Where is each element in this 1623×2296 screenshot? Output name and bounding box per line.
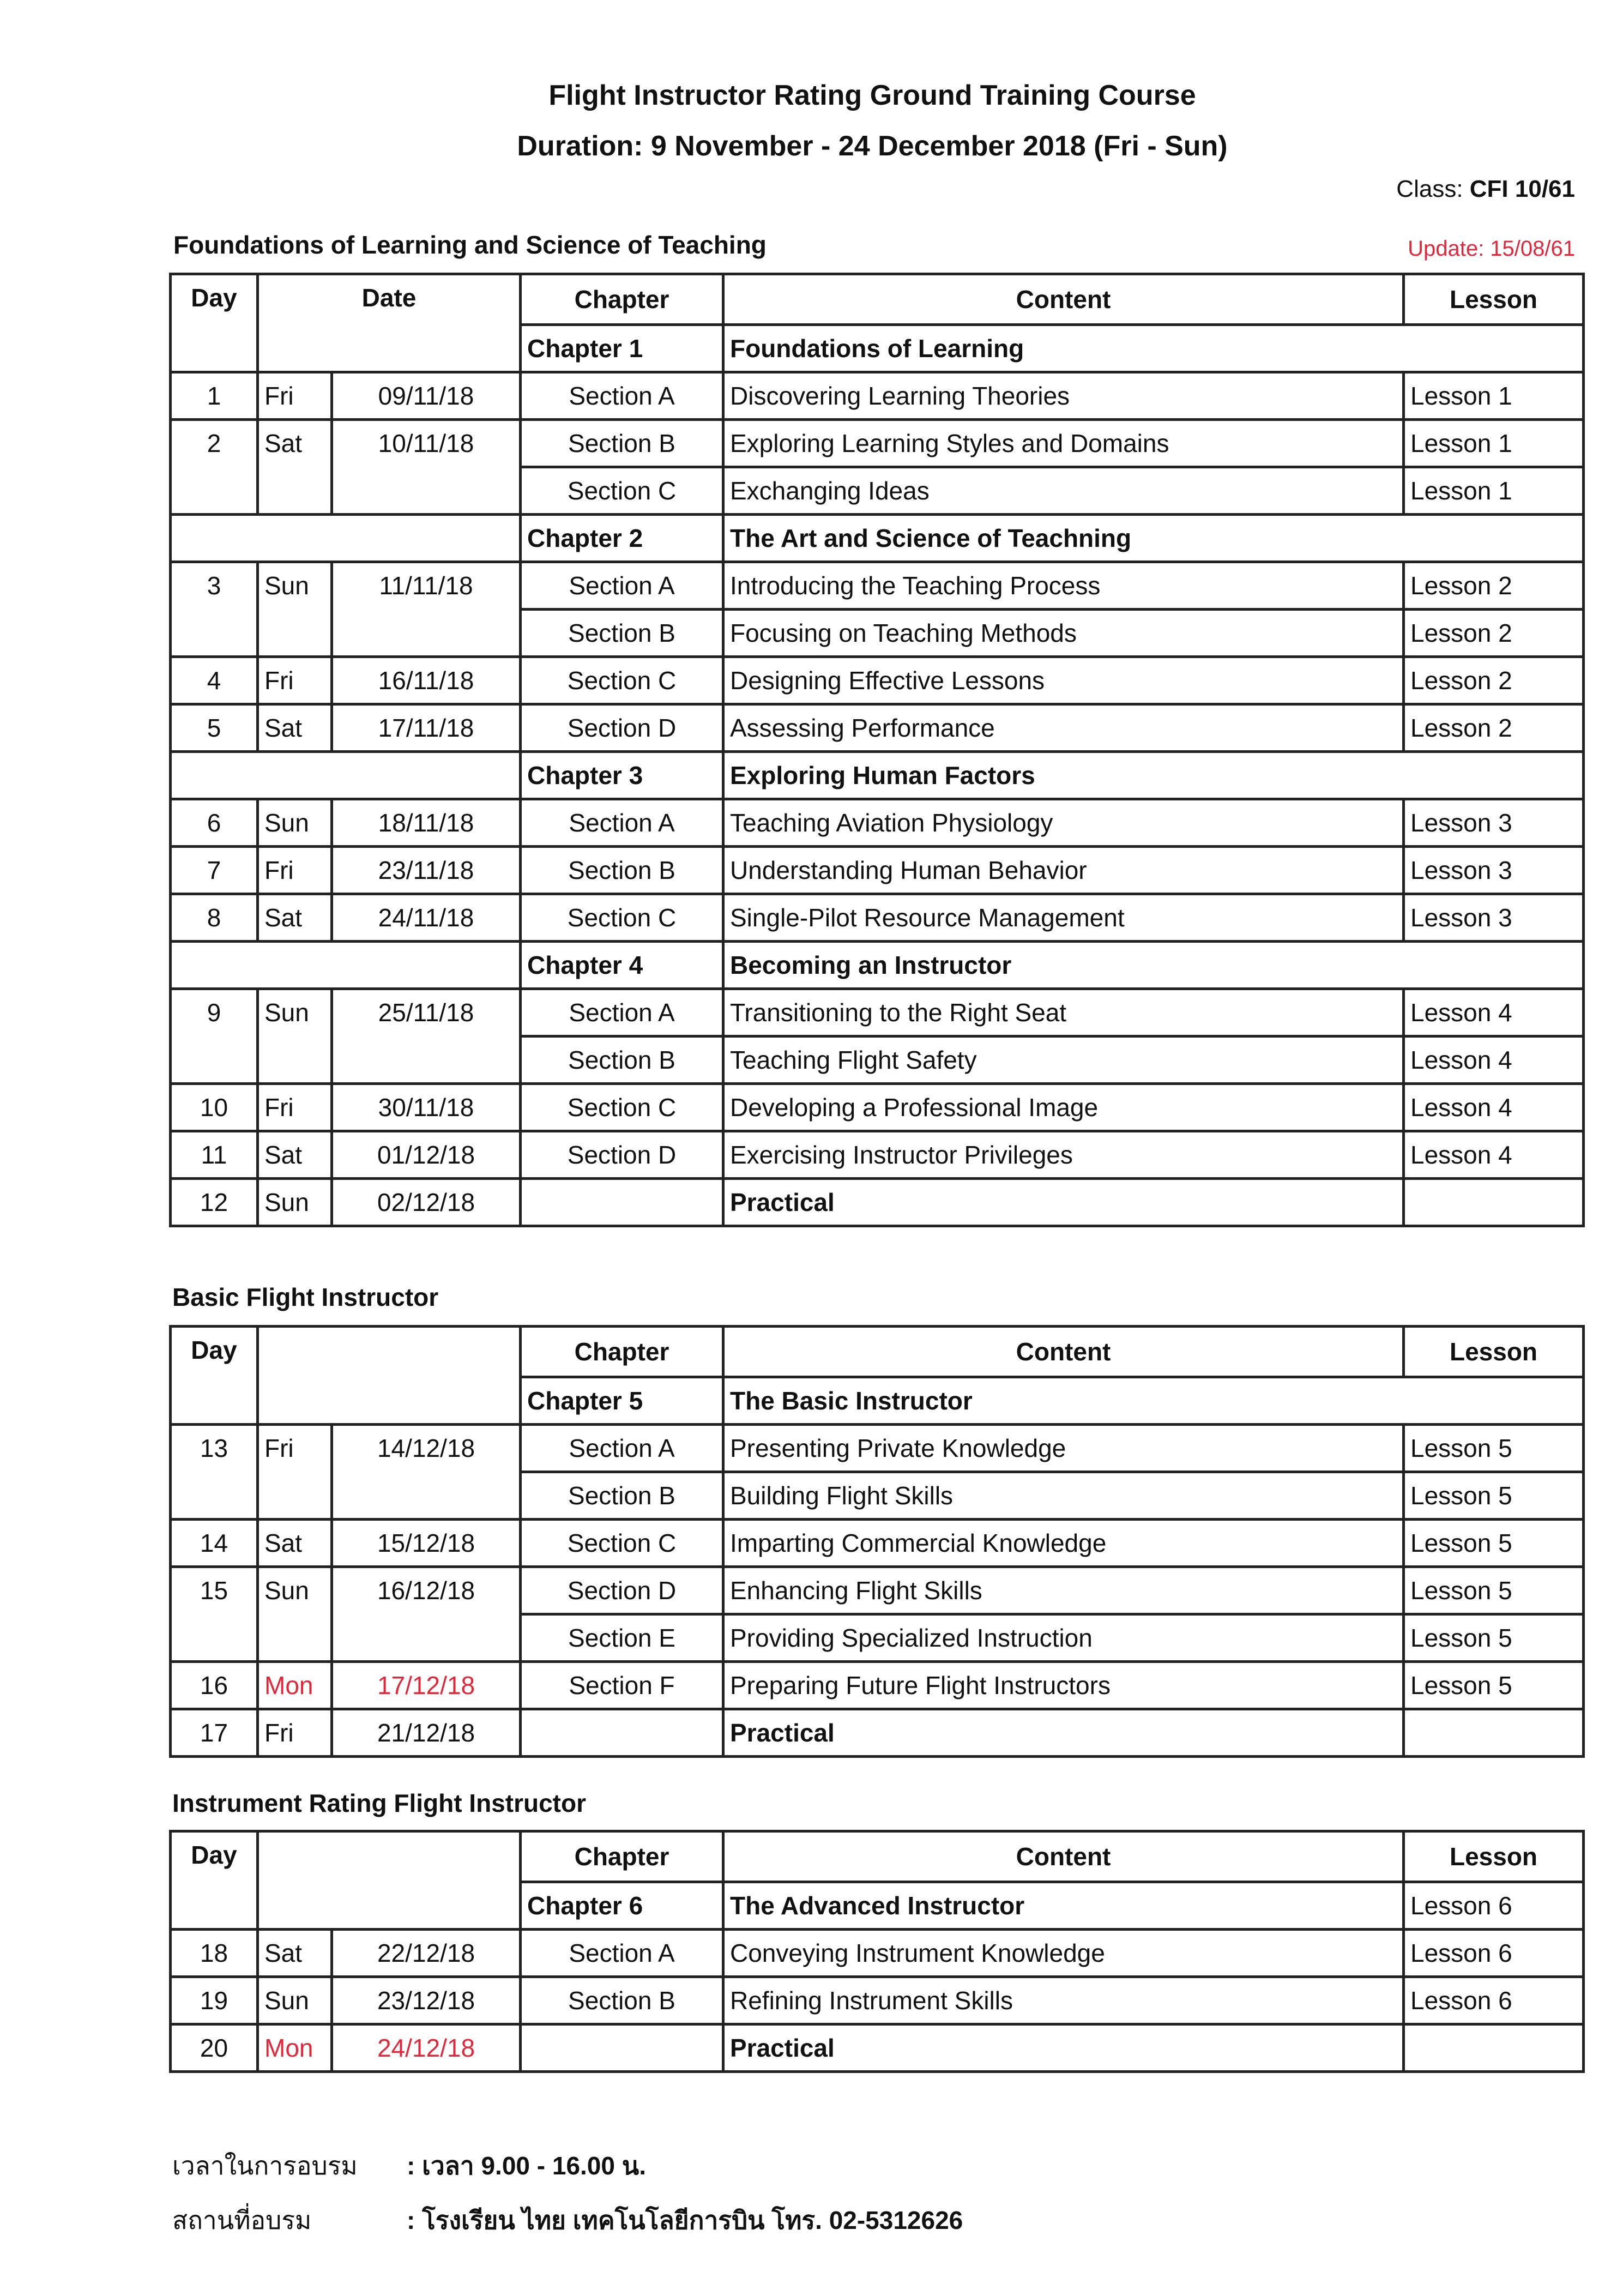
content-cell: Refining Instrument Skills bbox=[723, 1977, 1404, 2024]
training-location bbox=[172, 2201, 963, 2240]
date-cell: 02/12/18 bbox=[332, 1179, 521, 1226]
content-cell: Discovering Learning Theories bbox=[723, 372, 1404, 420]
weekday-cell: Mon bbox=[258, 1662, 332, 1709]
schedule-table-instrument bbox=[169, 1830, 1585, 2073]
lesson-cell: Lesson 6 bbox=[1404, 1930, 1584, 1977]
table-row bbox=[171, 704, 1584, 752]
section-cell: Section C bbox=[521, 894, 723, 942]
day-cell: 2 bbox=[171, 420, 258, 515]
header-content: Content bbox=[723, 1831, 1404, 1882]
update-date: Update: 15/08/61 bbox=[1408, 237, 1575, 261]
date-cell: 24/11/18 bbox=[332, 894, 521, 942]
table-row bbox=[171, 1930, 1584, 1977]
lesson-cell: Lesson 2 bbox=[1404, 657, 1584, 704]
date-cell: 21/12/18 bbox=[332, 1709, 521, 1757]
content-cell: Teaching Aviation Physiology bbox=[723, 799, 1404, 847]
chapter-label: Chapter 4 bbox=[521, 942, 723, 989]
content-cell: Imparting Commercial Knowledge bbox=[723, 1520, 1404, 1567]
chapter-label: Chapter 2 bbox=[521, 515, 723, 562]
content-cell: Developing a Professional Image bbox=[723, 1084, 1404, 1131]
day-cell: 20 bbox=[171, 2024, 258, 2072]
header-day: Day bbox=[171, 1327, 258, 1425]
lesson-cell: Lesson 1 bbox=[1404, 372, 1584, 420]
date-cell: 22/12/18 bbox=[332, 1930, 521, 1977]
content-cell: Designing Effective Lessons bbox=[723, 657, 1404, 704]
date-cell: 01/12/18 bbox=[332, 1131, 521, 1179]
table-row bbox=[171, 1084, 1584, 1131]
content-cell: Practical bbox=[723, 1179, 1404, 1226]
lesson-cell: Lesson 2 bbox=[1404, 562, 1584, 610]
date-cell: 17/12/18 bbox=[332, 1662, 521, 1709]
table-row bbox=[171, 1520, 1584, 1567]
weekday-cell: Fri bbox=[258, 372, 332, 420]
chapter-label: Chapter 5 bbox=[521, 1377, 723, 1425]
date-cell: 30/11/18 bbox=[332, 1084, 521, 1131]
content-cell: Enhancing Flight Skills bbox=[723, 1567, 1404, 1614]
date-cell: 24/12/18 bbox=[332, 2024, 521, 2072]
content-cell: Transitioning to the Right Seat bbox=[723, 989, 1404, 1036]
header-content: Content bbox=[723, 1327, 1404, 1377]
day-cell: 3 bbox=[171, 562, 258, 657]
weekday-cell: Fri bbox=[258, 657, 332, 704]
header-lesson: Lesson bbox=[1404, 1327, 1584, 1377]
content-cell: Practical bbox=[723, 1709, 1404, 1757]
lesson-cell: Lesson 3 bbox=[1404, 799, 1584, 847]
table-row bbox=[171, 1179, 1584, 1226]
schedule-table-basic bbox=[169, 1325, 1585, 1758]
date-cell: 15/12/18 bbox=[332, 1520, 521, 1567]
chapter-title: Foundations of Learning bbox=[723, 325, 1584, 372]
table-row bbox=[171, 372, 1584, 420]
content-cell: Exchanging Ideas bbox=[723, 467, 1404, 515]
weekday-cell: Sun bbox=[258, 1977, 332, 2024]
content-cell: Conveying Instrument Knowledge bbox=[723, 1930, 1404, 1977]
content-cell: Practical bbox=[723, 2024, 1404, 2072]
date-cell: 18/11/18 bbox=[332, 799, 521, 847]
chapter-row bbox=[171, 752, 1584, 799]
section-cell: Section D bbox=[521, 704, 723, 752]
chapter-blank-cell bbox=[171, 515, 521, 562]
section-cell: Section C bbox=[521, 1084, 723, 1131]
section-cell: Section B bbox=[521, 1036, 723, 1084]
lesson-cell: Lesson 5 bbox=[1404, 1425, 1584, 1472]
lesson-cell bbox=[1404, 1179, 1584, 1226]
weekday-cell: Fri bbox=[258, 1084, 332, 1131]
training-location-value: : โรงเรียน ไทย เทคโนโลยีการบิน โทร. 02-5312626 bbox=[407, 2206, 963, 2234]
weekday-cell: Fri bbox=[258, 1425, 332, 1520]
weekday-cell: Fri bbox=[258, 1709, 332, 1757]
course-duration: Duration: 9 November - 24 December 2018 (Fri - Sun) bbox=[517, 130, 1228, 162]
day-cell: 8 bbox=[171, 894, 258, 942]
chapter-row bbox=[171, 515, 1584, 562]
content-cell: Presenting Private Knowledge bbox=[723, 1425, 1404, 1472]
day-cell: 4 bbox=[171, 657, 258, 704]
day-cell: 17 bbox=[171, 1709, 258, 1757]
section-title-basic: Basic Flight Instructor bbox=[172, 1283, 439, 1311]
section-cell: Section D bbox=[521, 1131, 723, 1179]
lesson-cell bbox=[1404, 1709, 1584, 1757]
training-time bbox=[172, 2146, 646, 2186]
content-cell: Building Flight Skills bbox=[723, 1472, 1404, 1520]
lesson-cell: Lesson 1 bbox=[1404, 467, 1584, 515]
weekday-cell: Sat bbox=[258, 1131, 332, 1179]
section-cell: Section B bbox=[521, 847, 723, 894]
table-row bbox=[171, 1709, 1584, 1757]
lesson-cell: Lesson 6 bbox=[1404, 1977, 1584, 2024]
lesson-cell: Lesson 4 bbox=[1404, 989, 1584, 1036]
weekday-cell: Sat bbox=[258, 704, 332, 752]
header-content: Content bbox=[723, 274, 1404, 325]
header-chapter: Chapter bbox=[521, 1327, 723, 1377]
section-cell bbox=[521, 1179, 723, 1226]
table-row bbox=[171, 1131, 1584, 1179]
day-cell: 14 bbox=[171, 1520, 258, 1567]
weekday-cell: Sun bbox=[258, 799, 332, 847]
day-cell: 10 bbox=[171, 1084, 258, 1131]
weekday-cell: Sun bbox=[258, 989, 332, 1084]
date-cell: 23/12/18 bbox=[332, 1977, 521, 2024]
header-date-blank bbox=[258, 1327, 521, 1425]
lesson-cell: Lesson 2 bbox=[1404, 610, 1584, 657]
table-row bbox=[171, 847, 1584, 894]
section-cell: Section C bbox=[521, 657, 723, 704]
section-cell: Section E bbox=[521, 1614, 723, 1662]
lesson-cell: Lesson 5 bbox=[1404, 1614, 1584, 1662]
table-header-row bbox=[171, 1327, 1584, 1377]
header-date: Date bbox=[258, 274, 521, 372]
section-title-foundations: Foundations of Learning and Science of Teaching bbox=[173, 231, 767, 259]
content-cell: Single-Pilot Resource Management bbox=[723, 894, 1404, 942]
weekday-cell: Fri bbox=[258, 847, 332, 894]
section-cell: Section B bbox=[521, 1472, 723, 1520]
lesson-cell: Lesson 4 bbox=[1404, 1036, 1584, 1084]
section-cell bbox=[521, 2024, 723, 2072]
header-lesson: Lesson bbox=[1404, 274, 1584, 325]
day-cell: 13 bbox=[171, 1425, 258, 1520]
table-header-row bbox=[171, 1831, 1584, 1882]
date-cell: 14/12/18 bbox=[332, 1425, 521, 1520]
weekday-cell: Sat bbox=[258, 894, 332, 942]
class-label: Class: bbox=[1396, 176, 1470, 202]
day-cell: 19 bbox=[171, 1977, 258, 2024]
table-row bbox=[171, 1425, 1584, 1472]
lesson-cell: Lesson 4 bbox=[1404, 1131, 1584, 1179]
date-cell: 11/11/18 bbox=[332, 562, 521, 657]
section-cell: Section A bbox=[521, 1425, 723, 1472]
chapter-label: Chapter 3 bbox=[521, 752, 723, 799]
date-cell: 23/11/18 bbox=[332, 847, 521, 894]
day-cell: 11 bbox=[171, 1131, 258, 1179]
day-cell: 16 bbox=[171, 1662, 258, 1709]
class-info bbox=[1396, 176, 1575, 203]
header-chapter: Chapter bbox=[521, 274, 723, 325]
section-cell: Section B bbox=[521, 610, 723, 657]
section-cell: Section C bbox=[521, 467, 723, 515]
header-date-blank bbox=[258, 1831, 521, 1930]
date-cell: 16/11/18 bbox=[332, 657, 521, 704]
weekday-cell: Sat bbox=[258, 1520, 332, 1567]
table-row bbox=[171, 1567, 1584, 1614]
weekday-cell: Sat bbox=[258, 420, 332, 515]
chapter-title: Becoming an Instructor bbox=[723, 942, 1584, 989]
lesson-cell: Lesson 5 bbox=[1404, 1472, 1584, 1520]
training-time-label: เวลาในการอบรม bbox=[172, 2152, 358, 2180]
day-cell: 15 bbox=[171, 1567, 258, 1662]
section-cell: Section D bbox=[521, 1567, 723, 1614]
document-title: Flight Instructor Rating Ground Training Course bbox=[548, 80, 1196, 111]
date-cell: 17/11/18 bbox=[332, 704, 521, 752]
chapter-lesson: Lesson 6 bbox=[1404, 1882, 1584, 1930]
chapter-title: The Art and Science of Teachning bbox=[723, 515, 1584, 562]
section-cell: Section B bbox=[521, 420, 723, 467]
day-cell: 5 bbox=[171, 704, 258, 752]
section-cell bbox=[521, 1709, 723, 1757]
lesson-cell: Lesson 2 bbox=[1404, 704, 1584, 752]
content-cell: Introducing the Teaching Process bbox=[723, 562, 1404, 610]
header-day: Day bbox=[171, 274, 258, 372]
content-cell: Teaching Flight Safety bbox=[723, 1036, 1404, 1084]
content-cell: Exploring Learning Styles and Domains bbox=[723, 420, 1404, 467]
lesson-cell: Lesson 1 bbox=[1404, 420, 1584, 467]
table-row bbox=[171, 799, 1584, 847]
chapter-title: The Basic Instructor bbox=[723, 1377, 1584, 1425]
date-cell: 25/11/18 bbox=[332, 989, 521, 1084]
training-location-label: สถานที่อบรม bbox=[172, 2206, 312, 2234]
table-row bbox=[171, 657, 1584, 704]
section-cell: Section A bbox=[521, 989, 723, 1036]
chapter-blank-cell bbox=[171, 942, 521, 989]
day-cell: 7 bbox=[171, 847, 258, 894]
day-cell: 6 bbox=[171, 799, 258, 847]
section-title-instrument: Instrument Rating Flight Instructor bbox=[172, 1789, 586, 1817]
table-row bbox=[171, 420, 1584, 467]
table-row bbox=[171, 1662, 1584, 1709]
content-cell: Preparing Future Flight Instructors bbox=[723, 1662, 1404, 1709]
weekday-cell: Sun bbox=[258, 1179, 332, 1226]
class-value: CFI 10/61 bbox=[1469, 176, 1575, 202]
day-cell: 18 bbox=[171, 1930, 258, 1977]
content-cell: Understanding Human Behavior bbox=[723, 847, 1404, 894]
section-cell: Section C bbox=[521, 1520, 723, 1567]
section-cell: Section A bbox=[521, 799, 723, 847]
chapter-title: Exploring Human Factors bbox=[723, 752, 1584, 799]
lesson-cell: Lesson 3 bbox=[1404, 894, 1584, 942]
chapter-label: Chapter 6 bbox=[521, 1882, 723, 1930]
table-header-row bbox=[171, 274, 1584, 325]
training-time-value: : เวลา 9.00 - 16.00 น. bbox=[407, 2152, 646, 2180]
day-cell: 12 bbox=[171, 1179, 258, 1226]
date-cell: 10/11/18 bbox=[332, 420, 521, 515]
table-row bbox=[171, 894, 1584, 942]
day-cell: 9 bbox=[171, 989, 258, 1084]
chapter-label: Chapter 1 bbox=[521, 325, 723, 372]
day-cell: 1 bbox=[171, 372, 258, 420]
section-cell: Section B bbox=[521, 1977, 723, 2024]
lesson-cell: Lesson 4 bbox=[1404, 1084, 1584, 1131]
content-cell: Assessing Performance bbox=[723, 704, 1404, 752]
content-cell: Focusing on Teaching Methods bbox=[723, 610, 1404, 657]
header-lesson: Lesson bbox=[1404, 1831, 1584, 1882]
lesson-cell: Lesson 5 bbox=[1404, 1520, 1584, 1567]
table-row bbox=[171, 2024, 1584, 2072]
weekday-cell: Sat bbox=[258, 1930, 332, 1977]
section-cell: Section A bbox=[521, 1930, 723, 1977]
weekday-cell: Sun bbox=[258, 1567, 332, 1662]
lesson-cell: Lesson 5 bbox=[1404, 1567, 1584, 1614]
lesson-cell: Lesson 3 bbox=[1404, 847, 1584, 894]
header-day: Day bbox=[171, 1831, 258, 1930]
chapter-blank-cell bbox=[171, 752, 521, 799]
schedule-table-foundations bbox=[169, 273, 1585, 1227]
table-row bbox=[171, 1977, 1584, 2024]
weekday-cell: Sun bbox=[258, 562, 332, 657]
chapter-title: The Advanced Instructor bbox=[723, 1882, 1404, 1930]
table-row bbox=[171, 562, 1584, 610]
section-cell: Section F bbox=[521, 1662, 723, 1709]
date-cell: 09/11/18 bbox=[332, 372, 521, 420]
content-cell: Providing Specialized Instruction bbox=[723, 1614, 1404, 1662]
table-row bbox=[171, 989, 1584, 1036]
section-cell: Section A bbox=[521, 562, 723, 610]
weekday-cell: Mon bbox=[258, 2024, 332, 2072]
lesson-cell: Lesson 5 bbox=[1404, 1662, 1584, 1709]
date-cell: 16/12/18 bbox=[332, 1567, 521, 1662]
chapter-row bbox=[171, 942, 1584, 989]
content-cell: Exercising Instructor Privileges bbox=[723, 1131, 1404, 1179]
lesson-cell bbox=[1404, 2024, 1584, 2072]
header-chapter: Chapter bbox=[521, 1831, 723, 1882]
section-cell: Section A bbox=[521, 372, 723, 420]
